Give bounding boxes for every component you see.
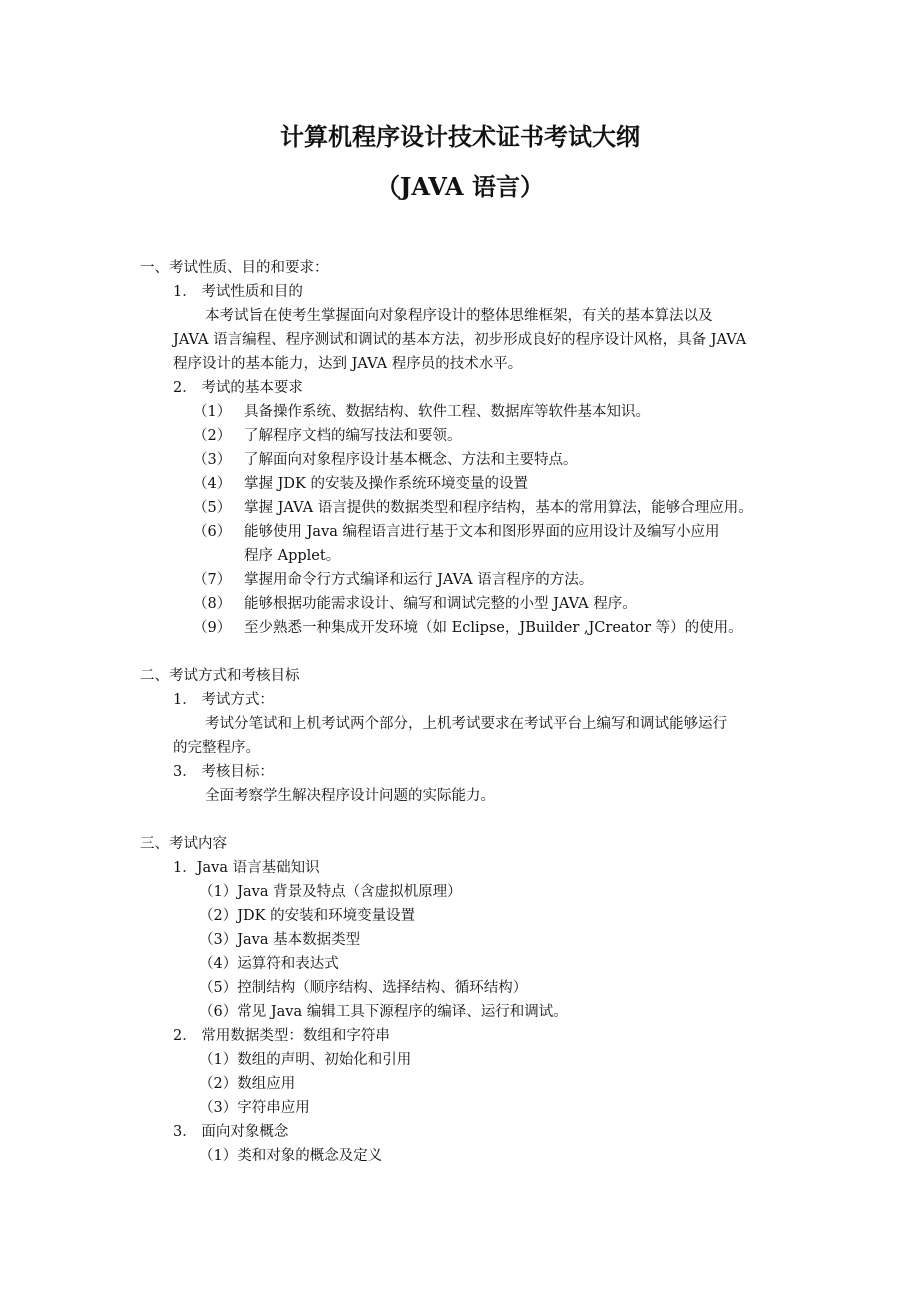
section-3-sub-2: 2． 常用数据类型：数组和字符串 bbox=[173, 1028, 390, 1044]
content-item: （3）字符串应用 bbox=[199, 1100, 310, 1116]
section-1-sub-2: 2． 考试的基本要求 bbox=[173, 380, 303, 396]
section-1-heading: 一、考试性质、目的和要求： bbox=[140, 260, 329, 276]
requirement-number: （4） bbox=[193, 476, 232, 492]
requirement-text: 掌握用命令行方式编译和运行 JAVA 语言程序的方法。 bbox=[244, 572, 594, 588]
requirement-number: （9） bbox=[193, 620, 232, 636]
requirement-text: 了解面向对象程序设计基本概念、方法和主要特点。 bbox=[244, 452, 578, 468]
requirement-text: 掌握 JDK 的安装及操作系统环境变量的设置 bbox=[244, 476, 528, 492]
content-item: （6）常见 Java 编辑工具下源程序的编译、运行和调试。 bbox=[199, 1004, 568, 1020]
requirement-text: 能够根据功能需求设计、编写和调试完整的小型 JAVA 程序。 bbox=[244, 596, 637, 612]
section-1-paragraph-line: 本考试旨在使考生掌握面向对象程序设计的整体思维框架，有关的基本算法以及 bbox=[205, 308, 713, 324]
requirement-number: （8） bbox=[193, 596, 232, 612]
section-1-paragraph-line: 程序设计的基本能力，达到 JAVA 程序员的技术水平。 bbox=[173, 356, 523, 372]
content-item: （1）Java 背景及特点（含虚拟机原理） bbox=[199, 884, 462, 900]
requirement-text: 至少熟悉一种集成开发环境（如 Eclipse，JBuilder ,JCreator 等）的使用。 bbox=[244, 620, 743, 636]
content-item: （1）类和对象的概念及定义 bbox=[199, 1148, 383, 1164]
section-3-sub-3: 3． 面向对象概念 bbox=[173, 1124, 289, 1140]
document-title: 计算机程序设计技术证书考试大纲 bbox=[280, 122, 640, 151]
requirement-text: 掌握 JAVA 语言提供的数据类型和程序结构，基本的常用算法，能够合理应用。 bbox=[244, 500, 753, 516]
content-item: （2）数组应用 bbox=[199, 1076, 296, 1092]
section-2-sub-3: 3． 考核目标： bbox=[173, 764, 274, 780]
content-item: （2）JDK 的安装和环境变量设置 bbox=[199, 908, 416, 924]
requirement-number: （2） bbox=[193, 428, 232, 444]
section-2-sub-1: 1． 考试方式： bbox=[173, 692, 274, 708]
section-2-paragraph-line: 考试分笔试和上机考试两个部分，上机考试要求在考试平台上编写和调试能够运行 bbox=[205, 716, 727, 732]
section-1-paragraph-line: JAVA 语言编程、程序测试和调试的基本方法，初步形成良好的程序设计风格，具备 JAVA bbox=[173, 332, 747, 348]
document-subtitle: （JAVA 语言） bbox=[376, 172, 544, 201]
requirement-text: 具备操作系统、数据结构、软件工程、数据库等软件基本知识。 bbox=[244, 404, 650, 420]
requirement-number: （7） bbox=[193, 572, 232, 588]
requirement-number: （3） bbox=[193, 452, 232, 468]
requirement-number: （1） bbox=[193, 404, 232, 420]
requirement-text: 了解程序文档的编写技法和要领。 bbox=[244, 428, 462, 444]
requirement-number: （6） bbox=[193, 524, 232, 540]
section-3-sub-1: 1．Java 语言基础知识 bbox=[173, 860, 320, 876]
requirement-number: （5） bbox=[193, 500, 232, 516]
section-2-paragraph-line: 全面考察学生解决程序设计问题的实际能力。 bbox=[205, 788, 495, 804]
content-item: （1）数组的声明、初始化和引用 bbox=[199, 1052, 412, 1068]
section-2-paragraph-line: 的完整程序。 bbox=[173, 740, 260, 756]
section-1-sub-1: 1． 考试性质和目的 bbox=[173, 284, 303, 300]
requirement-text: 能够使用 Java 编程语言进行基于文本和图形界面的应用设计及编写小应用 bbox=[244, 524, 720, 540]
content-item: （5）控制结构（顺序结构、选择结构、循环结构） bbox=[199, 980, 528, 996]
requirement-text-continued: 程序 Applet。 bbox=[244, 548, 341, 564]
content-item: （3）Java 基本数据类型 bbox=[199, 932, 361, 948]
section-3-heading: 三、考试内容 bbox=[140, 836, 227, 852]
content-item: （4）运算符和表达式 bbox=[199, 956, 339, 972]
section-2-heading: 二、考试方式和考核目标 bbox=[140, 668, 300, 684]
